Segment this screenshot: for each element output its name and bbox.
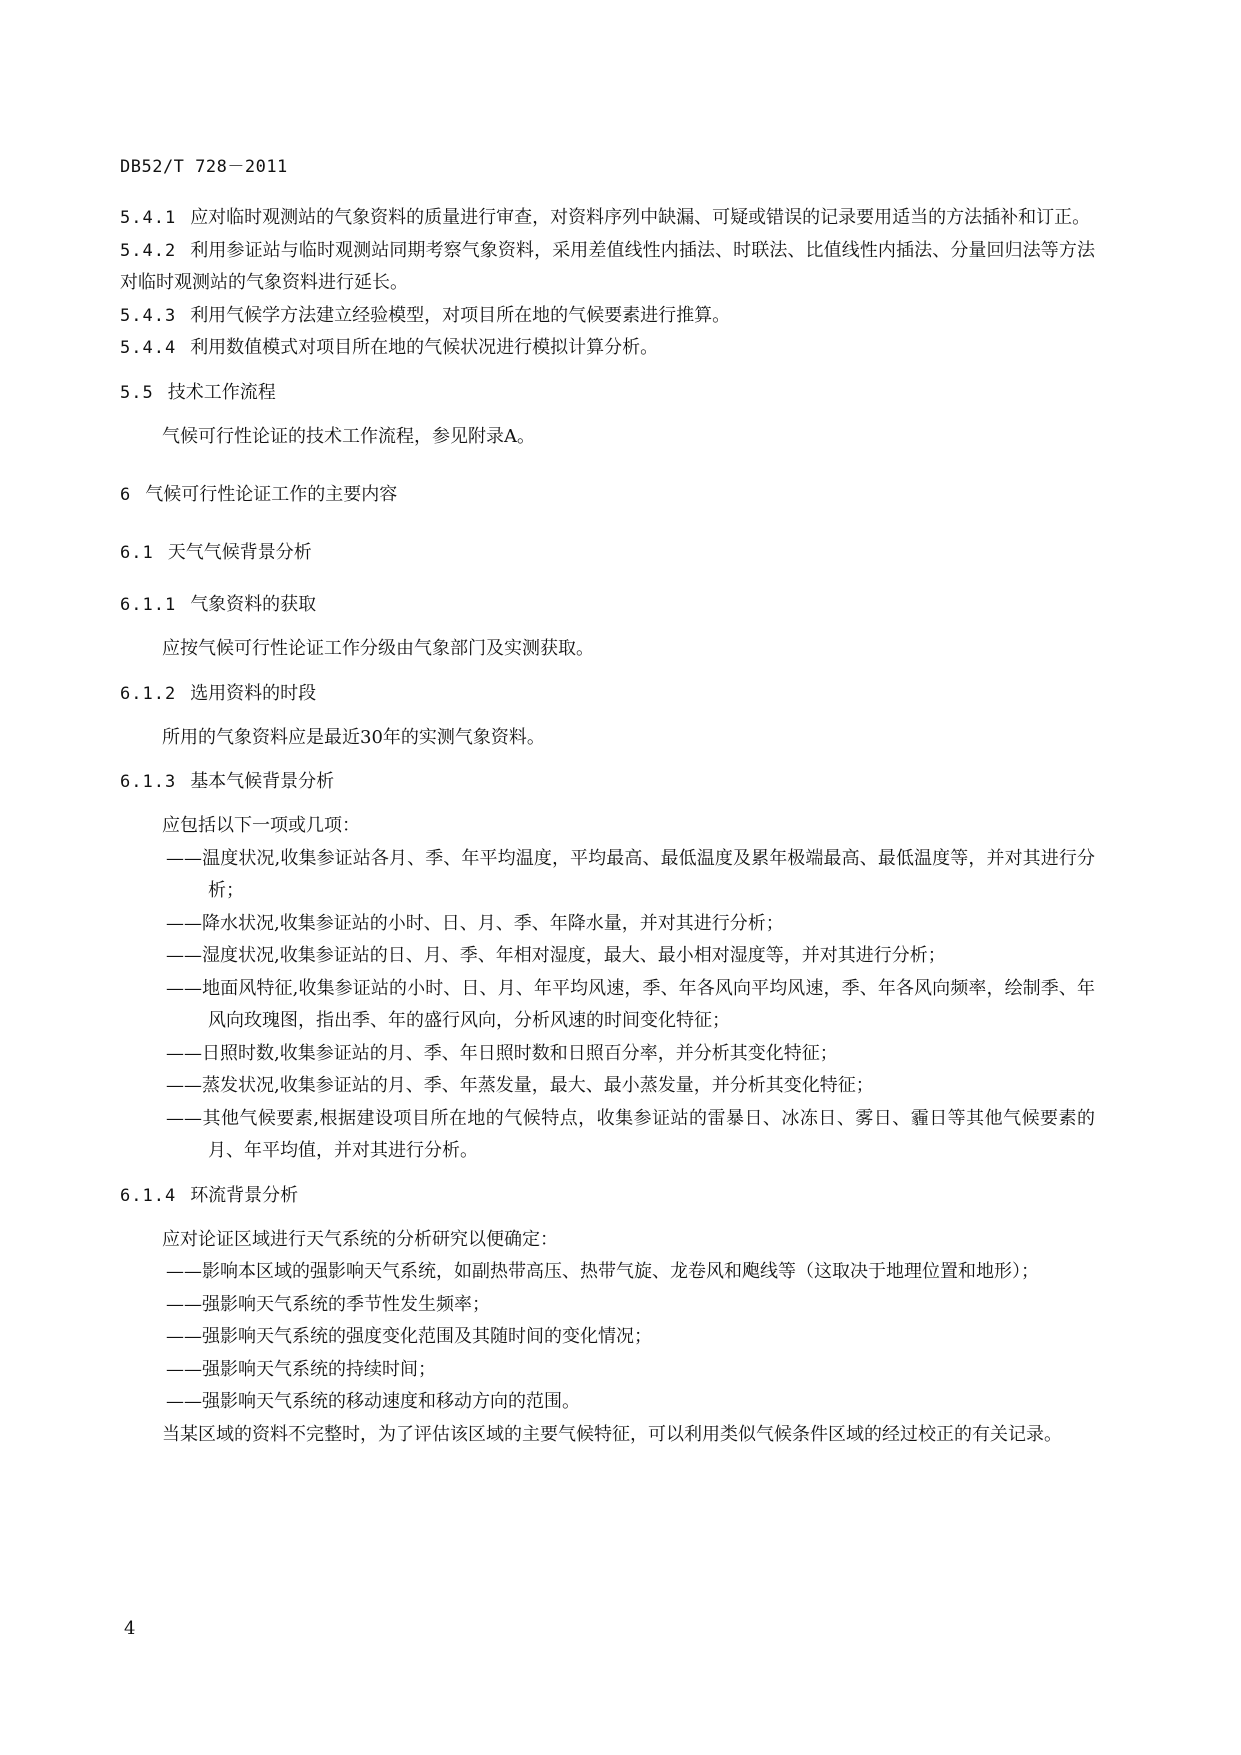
clause-number: 5.4.3: [120, 305, 177, 326]
chapter-number: 6: [120, 485, 132, 505]
section-title: 天气气候背景分析: [167, 542, 312, 563]
clause-number: 5.4.2: [120, 240, 177, 261]
list-item: ——地面风特征,收集参证站的小时、日、月、年平均风速，季、年各风向平均风速，季、年各风向频率，绘制季、年风向玫瑰图，指出季、年的盛行风向，分析风速的时间变化特征；: [166, 977, 1095, 1031]
clause-5-4-3: [120, 300, 1095, 333]
section-6-1-4-closing: 当某区域的资料不完整时，为了评估该区域的主要气候特征，可以利用类似气候条件区域的经过校正的有关记录。: [162, 1423, 1062, 1445]
section-number: 6.1: [120, 543, 154, 563]
list-item: ——强影响天气系统的季节性发生频率；: [166, 1293, 490, 1315]
list-item: ——强影响天气系统的持续时间；: [166, 1358, 436, 1380]
section-heading-6-1-1: [120, 589, 1095, 621]
clause-number: 5.4.1: [120, 208, 177, 228]
section-heading-6-1-2: [120, 678, 1095, 710]
list-item: ——蒸发状况,收集参证站的月、季、年蒸发量，最大、最小蒸发量，并分析其变化特征；: [166, 1075, 874, 1096]
list-item: ——日照时数,收集参证站的月、季、年日照时数和日照百分率，并分析其变化特征；: [166, 1042, 838, 1064]
list-item: ——强影响天气系统的移动速度和移动方向的范围。: [166, 1391, 580, 1412]
section-6-1-2-text: 所用的气象资料应是最近30年的实测气象资料。: [162, 726, 545, 748]
clause-text: 应对临时观测站的气象资料的质量进行审查，对资料序列中缺漏、可疑或错误的记录要用适当的方法插补和订正。: [190, 207, 1091, 228]
clause-number: 5.4.4: [120, 338, 177, 358]
chapter-heading-6: [120, 479, 1095, 511]
section-6-1-1-text: 应按气候可行性论证工作分级由气象部门及实测获取。: [162, 638, 594, 659]
section-heading-5-5: [120, 377, 1095, 409]
section-6-1-3-intro: 应包括以下一项或几项：: [162, 815, 360, 836]
list-item: ——降水状况,收集参证站的小时、日、月、季、年降水量，并对其进行分析；: [166, 912, 784, 934]
clause-5-4-4: [120, 332, 1095, 365]
clause-text: 利用气候学方法建立经验模型，对项目所在地的气候要素进行推算。: [190, 304, 731, 326]
section-heading-6-1-3: [120, 766, 1095, 798]
list-item: ——强影响天气系统的强度变化范围及其随时间的变化情况；: [166, 1326, 652, 1347]
section-number: 5.5: [120, 382, 154, 403]
chapter-title: 气候可行性论证工作的主要内容: [145, 484, 398, 505]
section-5-5-text: 气候可行性论证的技术工作流程，参见附录A。: [162, 425, 535, 447]
clause-5-4-2: [120, 235, 1095, 300]
section-heading-6-1-4: [120, 1180, 1095, 1212]
section-6-1-4-intro: 应对论证区域进行天气系统的分析研究以便确定：: [162, 1228, 558, 1250]
clause-text: 利用参证站与临时观测站同期考察气象资料，采用差值线性内插法、时联法、比值线性内插法、分量回归法等方法对临时观测站的气象资料进行延长。: [120, 239, 1095, 293]
section-number: 6.1.4: [120, 1185, 177, 1206]
clause-5-4-1: [120, 202, 1095, 235]
section-title: 气象资料的获取: [190, 594, 317, 615]
section-title: 技术工作流程: [167, 381, 276, 403]
list-item: ——温度状况,收集参证站各月、季、年平均温度，平均最高、最低温度及累年极端最高、最低温度等，并对其进行分析；: [166, 847, 1095, 901]
section-title: 环流背景分析: [190, 1184, 299, 1206]
section-title: 基本气候背景分析: [190, 771, 335, 792]
clause-text: 利用数值模式对项目所在地的气候状况进行模拟计算分析。: [190, 337, 659, 358]
document-body: [120, 202, 1095, 1451]
section-number: 6.1.2: [120, 683, 177, 704]
page-number: 4: [124, 1618, 136, 1639]
section-title: 选用资料的时段: [190, 682, 317, 704]
list-item: ——影响本区域的强影响天气系统，如副热带高压、热带气旋、龙卷风和飑线等（这取决于地理位置和地形）；: [166, 1261, 1039, 1282]
list-item: ——其他气候要素,根据建设项目所在地的气候特点，收集参证站的雷暴日、冰冻日、雾日、霾日等其他气候要素的月、年平均值，并对其进行分析。: [166, 1107, 1095, 1161]
section-heading-6-1: [120, 537, 1095, 569]
section-number: 6.1.3: [120, 772, 177, 792]
section-number: 6.1.1: [120, 595, 177, 615]
list-item: ——湿度状况,收集参证站的日、月、季、年相对湿度，最大、最小相对湿度等，并对其进行分析；: [166, 945, 946, 966]
document-id-header: DB52/T 728－2011: [120, 157, 288, 177]
